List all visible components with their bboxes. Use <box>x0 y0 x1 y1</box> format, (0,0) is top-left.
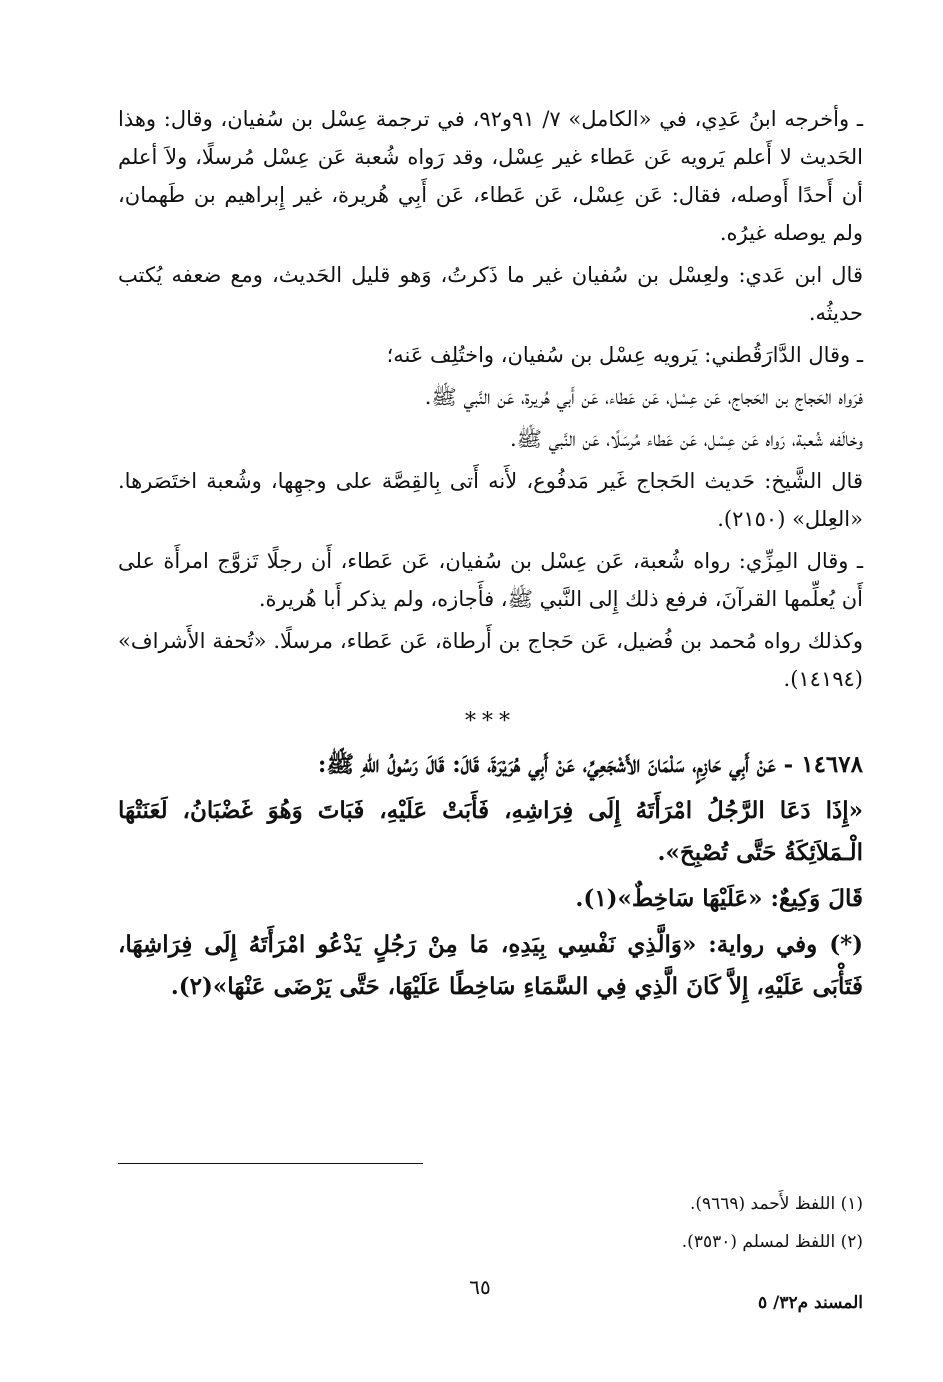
footnote-separator <box>118 1163 423 1164</box>
paragraph-5: وخالَفه شُعبة، رَواه عَن عِسْل، عَن عَطاء مُرسَلًا، عَن النَّبي ﷺ. <box>509 427 863 451</box>
paragraph-2: قال ابن عَدي: ولعِسْل بن سُفيان غير ما ذَكرتُ، وَهو قليل الحَديث، ومع ضعفه يُكتب حديثُه. <box>118 263 863 325</box>
page-number: ٦٥ <box>469 1275 491 1299</box>
footnote-1: (١) اللفظ لأَحمد (٩٦٦٩). <box>689 1194 863 1214</box>
hadith-intro: ١٤٦٧٨ - عَنْ أَبِي حَازِمٍ، سَلْمَانَ الأَشْجَعِيِّ، عَنْ أَبِي هُرَيْرَةَ، قَالَ: قَالَ رَسُولُ اللهِ ﷺ: <box>317 751 863 778</box>
paragraph-3: ـ وقال الدَّارَقُطني: يَرويه عِسْل بن سُفيان، واختُلِف عَنه؛ <box>386 343 863 367</box>
hadith-text: «إِذَا دَعَا الرَّجُلُ امْرَأَتَهُ إِلَى فِرَاشِهِ، فَأَبَتْ عَلَيْهِ، فَبَاتَ وَهُوَ غَضْبَانُ، لَعَنَتْهَا الْـمَلاَئِكَةُ حَتَّى تُصْبِحَ». <box>118 797 863 866</box>
paragraph-6: قال الشَّيخ: حَديث الحَجاج غَير مَدفُوع، لأَنه أَتى بِالقِصَّة على وجهِها، وشُعبة اختَصَرها. «العِلل» (٢١٥٠). <box>118 469 863 531</box>
footnotes <box>118 1185 863 1261</box>
section-divider-stars: *** <box>465 709 516 734</box>
paragraph-8: وكذلك رواه مُحمد بن فُضيل، عَن حَجاج بن أَرطاة، عَن عَطاء، مرسلًا. «تُحفة الأَشراف» (١٤١٩٤). <box>118 629 863 691</box>
printer-signature: المسند م٣٢/ ٥ <box>758 1293 863 1313</box>
paragraph-7: ـ وقال المِزِّي: رواه شُعبة، عَن عِسْل بن سُفيان، عَن عَطاء، أَن رجلًا تَزوَّج امرأَة على أَن يُعلِّمها القرآنَ، فرفع ذلك إِلى النَّبي ﷺ، فأَجازه، ولم يذكر أَبا هُريرة. <box>118 549 863 611</box>
paragraph-1: ـ وأخرجه ابنُ عَدِي، في «الكامل» ٧/ ٩١و٩٢، في ترجمة عِسْل بن سُفيان، وقال: وهذا الحَديث لا أَعلم يَرويه عَن عَطاء غير عِسْل، وقد رَواه شُعبة عَن عِسْل مُرسلًا، ولاَ أعلم أن أَحدًا أَوصله، فقال: عَن عِسْل، عَن عَطاء، عَن أَبِي هُريرة، غير إِبراهيم بن طَهمان، ولم يوصله غيرُه. <box>118 107 863 245</box>
main-text <box>118 100 863 1012</box>
hadith-waki: قَالَ وَكِيعٌ: «عَلَيْهَا سَاخِطٌ»(١). <box>575 885 863 912</box>
hadith-riwaya: (*) وفي رواية: «وَالَّذِي نَفْسِي بِيَدِهِ، مَا مِنْ رَجُلٍ يَدْعُو امْرَأَتَهُ إِلَى فِرَاشِهَا، فَتَأْبَى عَلَيْهِ، إِلاَّ كَانَ الَّذِي فِي السَّمَاءِ سَاخِطًا عَلَيْهَا، حَتَّى يَرْضَى عَنْهَا»(٢). <box>118 931 863 1000</box>
paragraph-4: فرَواه الحَجاج بن الحَجاج، عَن عِسْل، عَن عَطاء، عَن أَبي هُريرة، عَن النَّبي ﷺ. <box>424 385 863 409</box>
footnote-2: (٢) اللفظ لمسلم (٣٥٣٠). <box>681 1232 863 1252</box>
